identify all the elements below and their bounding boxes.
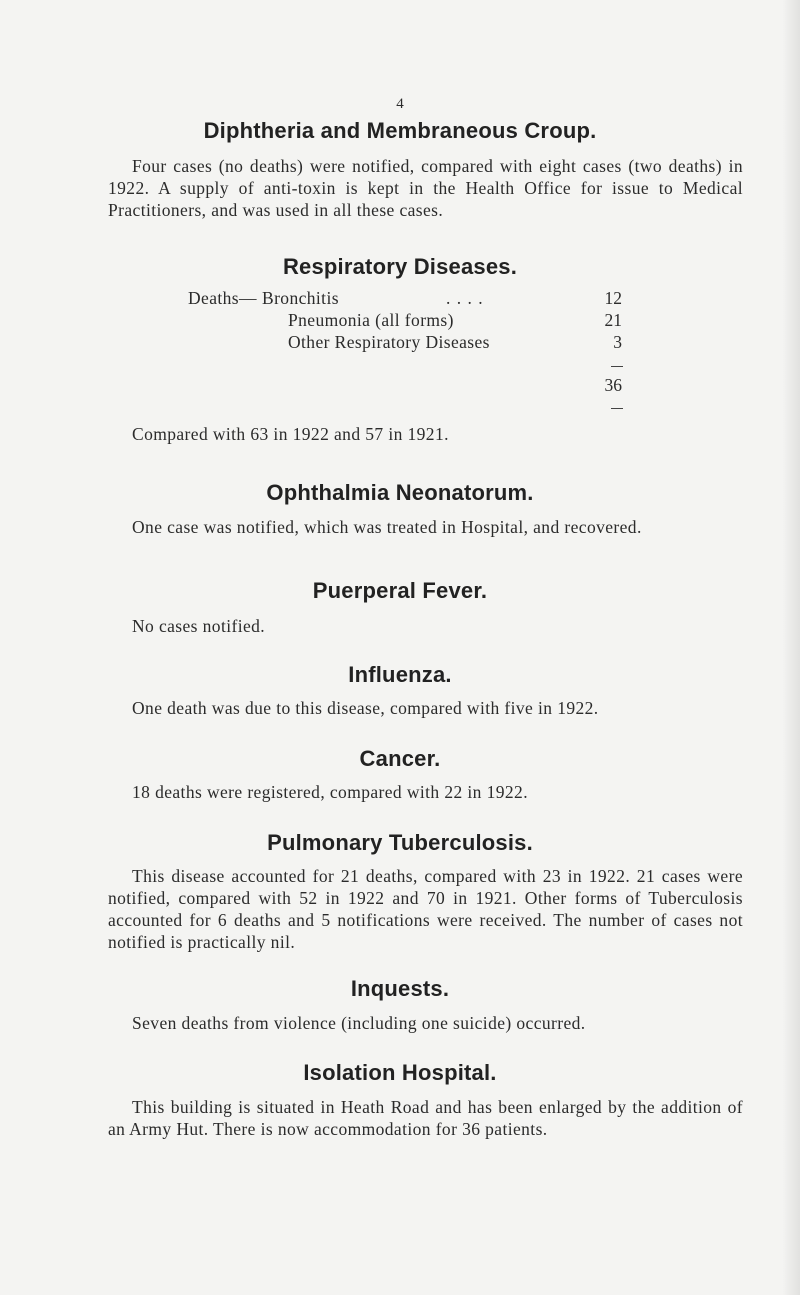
heading-ophthalmia-neonatorum: Ophthalmia Neonatorum.: [266, 480, 534, 505]
paragraph-cancer: 18 deaths were registered, compared with 22 in 1922.: [132, 782, 528, 802]
heading-isolation-hospital: Isolation Hospital.: [303, 1060, 497, 1085]
total-deaths: 36: [604, 375, 622, 395]
row-value-other-respiratory: 3: [613, 332, 622, 352]
heading-inquests: Inquests.: [350, 976, 450, 1001]
row-value-bronchitis: 12: [604, 288, 622, 308]
paragraph-inquests: Seven deaths from violence (including one suicide) occurred.: [132, 1013, 586, 1033]
heading-respiratory-diseases: Respiratory Diseases.: [282, 254, 518, 279]
deaths-label: Deaths—: [188, 288, 257, 308]
heading-diphtheria: Diphtheria and Membraneous Croup.: [203, 118, 597, 143]
row-label-bronchitis: Bronchitis: [262, 288, 339, 308]
row-label-other-respiratory: Other Respiratory Diseases: [288, 332, 490, 352]
paragraph-diphtheria: Four cases (no deaths) were notified, compared with eight cases (two deaths) in 1922. A supply of anti-toxin is kept in the Health Office for issue to Medical Practitioners, and was used in all these cases.: [108, 156, 743, 220]
sum-rule-bottom: [611, 408, 623, 409]
paragraph-respiratory-comparison: Compared with 63 in 1922 and 57 in 1921.: [132, 424, 449, 444]
heading-puerperal-fever: Puerperal Fever.: [312, 578, 488, 603]
heading-pulmonary-tuberculosis: Pulmonary Tuberculosis.: [267, 830, 533, 855]
sum-rule-top: [611, 366, 623, 367]
row-label-pneumonia: Pneumonia (all forms): [288, 310, 454, 330]
heading-influenza: Influenza.: [348, 662, 452, 687]
paragraph-puerperal-fever: No cases notified.: [132, 616, 266, 636]
page-edge-shadow: [782, 0, 800, 1295]
heading-cancer: Cancer.: [359, 746, 441, 771]
paragraph-influenza: One death was due to this disease, compared with five in 1922.: [132, 698, 599, 718]
paragraph-ophthalmia: One case was notified, which was treated in Hospital, and recovered.: [132, 517, 642, 537]
paragraph-isolation-hospital: This building is situated in Heath Road and has been enlarged by the addition of an Army Hut. There is now accommodation for 36 patients.: [108, 1097, 743, 1139]
page-number: 4: [396, 96, 404, 112]
paragraph-tuberculosis: This disease accounted for 21 deaths, compared with 23 in 1922. 21 cases were notified, compared with 52 in 1922 and 70 in 1921. Other forms of Tuberculosis accounted for 6 deaths and 5 notifications were received. The number of cases not notified is practically nil.: [108, 866, 743, 952]
row-value-pneumonia: 21: [604, 310, 622, 330]
row-leader-bronchitis: . . . .: [446, 288, 484, 308]
